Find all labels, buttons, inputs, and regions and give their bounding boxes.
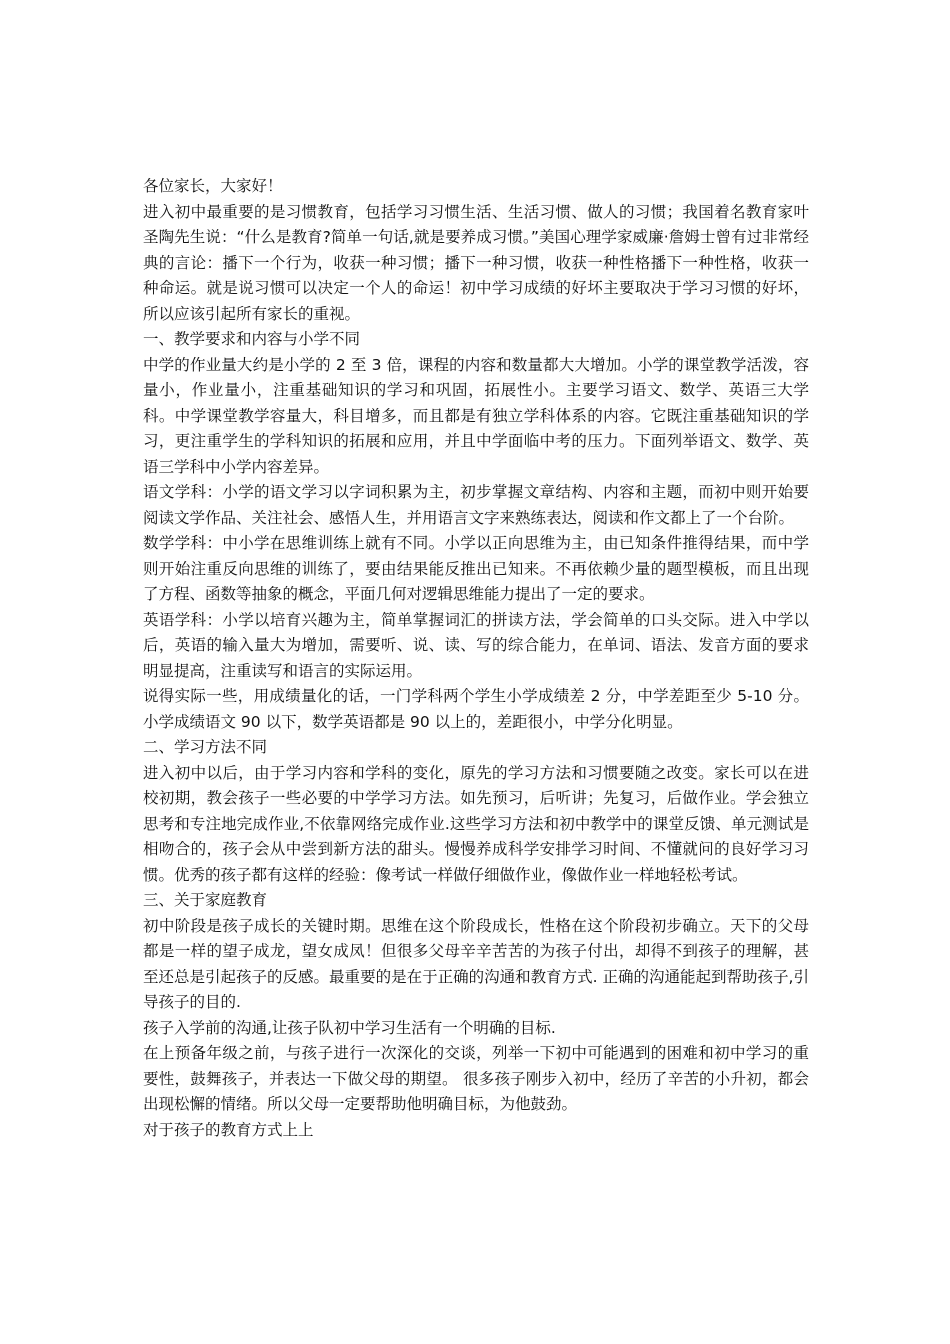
section-heading-3: 三、关于家庭教育 <box>143 891 268 909</box>
paragraph-scores: 说得实际一些，用成绩量化的话，一门学科两个学生小学成绩差 2 分，中学差距至少 5-10 分。小学成绩语文 90 以下，数学英语都是 90 以上的，差距很小，中学分化明显。 <box>143 687 809 731</box>
intro-paragraph: 进入初中最重要的是习惯教育，包括学习习惯生活、生活习惯、做人的习惯；我国着名教育家叶圣陶先生说：“什么是教育?简单一句话,就是要养成习惯。”美国心理学家威廉·詹姆士曾有过非常经典的言论：播下一个行为，收获一种习惯；播下一种习惯，收获一种性格播下一种性格，收获一种命运。就是说习惯可以决定一个人的命运！初中学习成绩的好坏主要取决于学习习惯的好坏，所以应该引起所有家长的重视。 <box>143 202 809 323</box>
paragraph-chinese: 语文学科：小学的语文学习以字词积累为主，初步掌握文章结构、内容和主题，而初中则开始要阅读文学作品、关注社会、感悟人生，并用语言文字来熟练表达，阅读和作文都上了一个台阶。 <box>143 483 809 527</box>
section-heading-2: 二、学习方法不同 <box>143 738 268 756</box>
paragraph-english: 英语学科：小学以培育兴趣为主，简单掌握词汇的拼读方法，学会简单的口头交际。进入中学以后，英语的输入量大为增加，需要听、说、读、写的综合能力，在单词、语法、发音方面的要求明显提高，注重读写和语言的实际运用。 <box>143 610 809 680</box>
paragraph-family: 初中阶段是孩子成长的关键时期。思维在这个阶段成长，性格在这个阶段初步确立。天下的父母都是一样的望子成龙，望女成凤！但很多父母辛辛苦苦的为孩子付出，却得不到孩子的理解，甚至还总是引起孩子的反感。最重要的是在于正确的沟通和教育方式. 正确的沟通能起到帮助孩子,引导孩子的目的. <box>143 916 809 1011</box>
document-body <box>143 174 809 1143</box>
paragraph-workload: 中学的作业量大约是小学的 2 至 3 倍，课程的内容和数量都大大增加。小学的课堂教学活泼，容量小，作业量小，注重基础知识的学习和巩固，拓展性小。主要学习语文、数学、英语三大学科。中学课堂教学容量大，科目增多，而且都是有独立学科体系的内容。它既注重基础知识的学习，更注重学生的学科知识的拓展和应用，并且中学面临中考的压力。下面列举语文、数学、英语三学科中小学内容差异。 <box>143 355 809 476</box>
paragraph-math: 数学学科：中小学在思维训练上就有不同。小学以正向思维为主，由已知条件推得结果，而中学则开始注重反向思维的训练了，要由结果能反推出已知来。不再依赖少量的题型模板，而且出现了方程、函数等抽象的概念，平面几何对逻辑思维能力提出了一定的要求。 <box>143 534 809 603</box>
paragraph-communication: 孩子入学前的沟通,让孩子队初中学习生活有一个明确的目标. <box>143 1018 556 1037</box>
paragraph-preparation: 在上预备年级之前，与孩子进行一次深化的交谈，列举一下初中可能遇到的困难和初中学习的重要性，鼓舞孩子，并表达一下做父母的期望。 很多孩子刚步入初中，经历了辛苦的小升初，都会出现松懈的情绪。所以父母一定要帮助他明确目标，为他鼓劲。 <box>143 1044 809 1113</box>
paragraph-education-method: 对于孩子的教育方式上上 <box>143 1120 314 1139</box>
greeting: 各位家长，大家好！ <box>143 177 283 195</box>
section-heading-1: 一、教学要求和内容与小学不同 <box>143 330 361 348</box>
paragraph-methods: 进入初中以后，由于学习内容和学科的变化，原先的学习方法和习惯要随之改变。家长可以在进校初期，教会孩子一些必要的中学学习方法。如先预习，后听讲；先复习，后做作业。学会独立思考和专注地完成作业,不依靠网络完成作业.这些学习方法和初中教学中的课堂反馈、单元测试是相吻合的，孩子会从中尝到新方法的甜头。慢慢养成科学安排学习时间、不懂就问的良好学习习惯。优秀的孩子都有这样的经验：像考试一样做仔细做作业，像做作业一样地轻松考试。 <box>143 763 809 884</box>
